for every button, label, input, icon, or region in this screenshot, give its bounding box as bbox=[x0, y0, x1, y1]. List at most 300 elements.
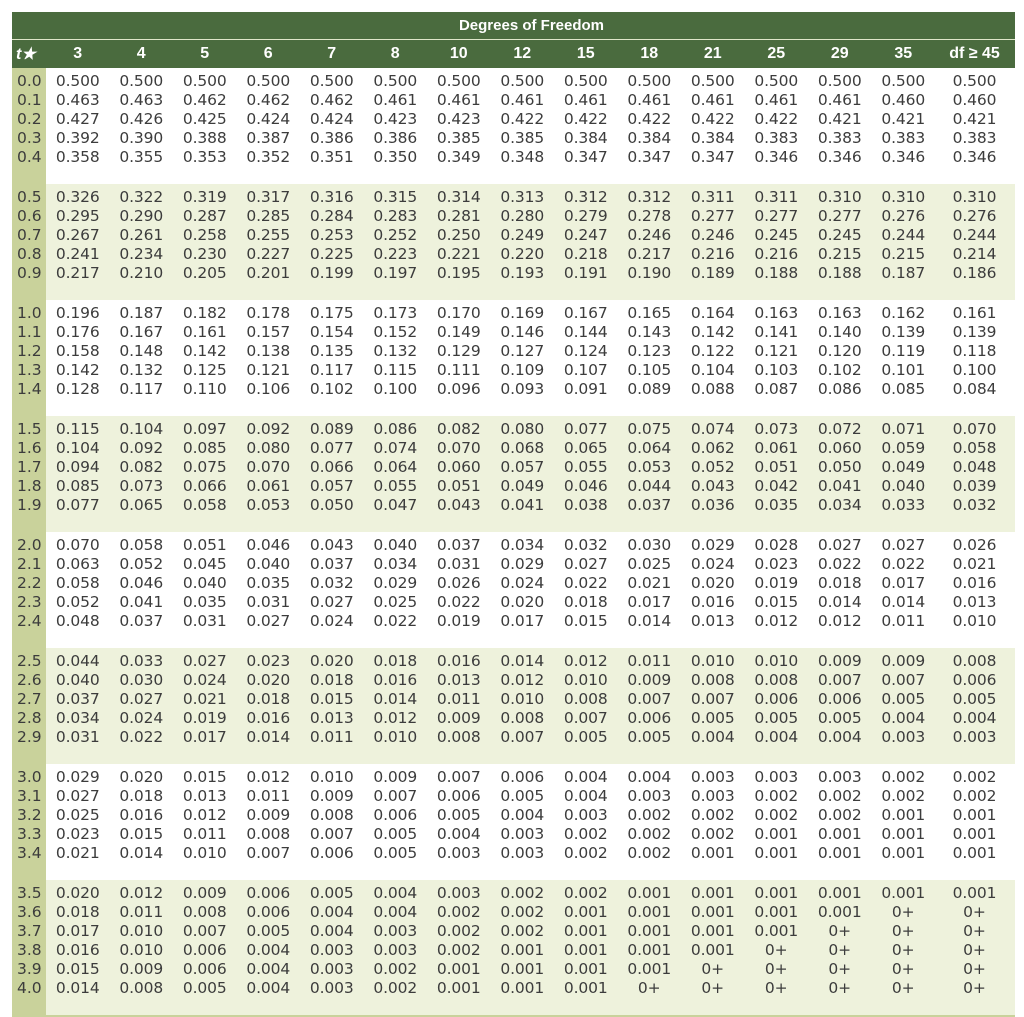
p-value-cell: 0+ bbox=[963, 960, 986, 978]
p-value-cell: 0.010 bbox=[119, 922, 164, 940]
p-value-cell: 0.001 bbox=[563, 960, 608, 978]
p-value-cell: 0.024 bbox=[309, 612, 354, 630]
p-value-cell: 0.012 bbox=[182, 806, 227, 824]
t-value: 1.8 bbox=[17, 477, 42, 495]
p-value-cell: 0.186 bbox=[952, 264, 997, 282]
p-value-cell: 0.004 bbox=[246, 960, 291, 978]
p-value-cell: 0.002 bbox=[817, 806, 862, 824]
p-value-cell: 0.031 bbox=[436, 555, 481, 573]
p-value-cell: 0.082 bbox=[436, 420, 481, 438]
values-column-group bbox=[46, 184, 1015, 300]
p-value-cell: 0.162 bbox=[881, 304, 926, 322]
p-value-cell: 0.068 bbox=[500, 439, 545, 457]
p-value-cell: 0.077 bbox=[55, 496, 100, 514]
p-value-cell: 0.003 bbox=[563, 806, 608, 824]
table-row bbox=[46, 264, 1015, 283]
p-value-cell: 0.141 bbox=[754, 323, 799, 341]
p-value-cell: 0.006 bbox=[436, 787, 481, 805]
p-value-cell: 0.094 bbox=[55, 458, 100, 476]
p-value-cell: 0.025 bbox=[627, 555, 672, 573]
p-value-cell: 0.120 bbox=[817, 342, 862, 360]
table-row bbox=[46, 979, 1015, 998]
p-value-cell: 0.241 bbox=[55, 245, 100, 263]
p-value-cell: 0+ bbox=[891, 903, 915, 921]
p-value-cell: 0.085 bbox=[182, 439, 227, 457]
p-value-cell: 0.461 bbox=[500, 91, 545, 109]
table-row bbox=[46, 245, 1015, 264]
p-value-cell: 0.075 bbox=[182, 458, 227, 476]
p-value-cell: 0.041 bbox=[119, 593, 164, 611]
p-value-cell: 0.500 bbox=[500, 72, 545, 90]
p-value-cell: 0.080 bbox=[246, 439, 291, 457]
p-value-cell: 0.121 bbox=[754, 342, 799, 360]
t-value-column bbox=[12, 300, 46, 416]
p-value-cell: 0.008 bbox=[182, 903, 227, 921]
p-value-cell: 0.051 bbox=[754, 458, 799, 476]
p-value-cell: 0.311 bbox=[754, 188, 799, 206]
p-value-cell: 0.077 bbox=[309, 439, 354, 457]
p-value-cell: 0.002 bbox=[436, 903, 481, 921]
p-value-cell: 0.424 bbox=[309, 110, 354, 128]
p-value-cell: 0.033 bbox=[881, 496, 926, 514]
p-value-cell: 0.142 bbox=[55, 361, 100, 379]
row-block bbox=[12, 764, 1015, 880]
p-value-cell: 0.104 bbox=[55, 439, 100, 457]
p-value-cell: 0.014 bbox=[119, 844, 164, 862]
p-value-cell: 0.016 bbox=[373, 671, 418, 689]
p-value-cell: 0.052 bbox=[690, 458, 735, 476]
df-header: 10 bbox=[449, 45, 468, 62]
p-value-cell: 0.008 bbox=[563, 690, 608, 708]
p-value-cell: 0.290 bbox=[119, 207, 164, 225]
p-value-cell: 0.001 bbox=[563, 903, 608, 921]
p-value-cell: 0.015 bbox=[309, 690, 354, 708]
p-value-cell: 0.040 bbox=[246, 555, 291, 573]
t-value: 2.8 bbox=[17, 709, 42, 727]
p-value-cell: 0.004 bbox=[500, 806, 545, 824]
table-row bbox=[46, 420, 1015, 439]
p-value-cell: 0.019 bbox=[182, 709, 227, 727]
p-value-cell: 0.043 bbox=[436, 496, 481, 514]
p-value-cell: 0.148 bbox=[119, 342, 164, 360]
p-value-cell: 0.011 bbox=[881, 612, 926, 630]
p-value-cell: 0.086 bbox=[817, 380, 862, 398]
table-row bbox=[46, 110, 1015, 129]
p-value-cell: 0.048 bbox=[952, 458, 997, 476]
p-value-cell: 0.030 bbox=[119, 671, 164, 689]
values-column-group bbox=[46, 68, 1015, 184]
p-value-cell: 0.003 bbox=[309, 941, 354, 959]
p-value-cell: 0.015 bbox=[754, 593, 799, 611]
p-value-cell: 0.019 bbox=[754, 574, 799, 592]
p-value-cell: 0.002 bbox=[563, 825, 608, 843]
p-value-cell: 0.092 bbox=[246, 420, 291, 438]
table-row bbox=[46, 593, 1015, 612]
p-value-cell: 0.346 bbox=[817, 148, 862, 166]
p-value-cell: 0.004 bbox=[563, 768, 608, 786]
p-value-cell: 0.034 bbox=[55, 709, 100, 727]
p-value-cell: 0.023 bbox=[246, 652, 291, 670]
p-value-cell: 0.050 bbox=[309, 496, 354, 514]
p-value-cell: 0.004 bbox=[309, 903, 354, 921]
p-value-cell: 0.140 bbox=[817, 323, 862, 341]
p-value-cell: 0.461 bbox=[563, 91, 608, 109]
t-value-column bbox=[12, 880, 46, 1015]
p-value-cell: 0.007 bbox=[373, 787, 418, 805]
p-value-cell: 0.139 bbox=[881, 323, 926, 341]
p-value-cell: 0+ bbox=[891, 979, 915, 997]
t-value-column bbox=[12, 416, 46, 532]
p-value-cell: 0.014 bbox=[500, 652, 545, 670]
table-body bbox=[12, 68, 1015, 1015]
p-value-cell: 0.358 bbox=[55, 148, 100, 166]
p-value-cell: 0.001 bbox=[563, 941, 608, 959]
p-value-cell: 0.143 bbox=[627, 323, 672, 341]
p-value-cell: 0.022 bbox=[436, 593, 481, 611]
p-value-cell: 0.015 bbox=[55, 960, 100, 978]
p-value-cell: 0.223 bbox=[373, 245, 418, 263]
p-value-cell: 0.001 bbox=[952, 844, 997, 862]
p-value-cell: 0.015 bbox=[119, 825, 164, 843]
table-row bbox=[46, 728, 1015, 747]
p-value-cell: 0.001 bbox=[500, 960, 545, 978]
p-value-cell: 0.127 bbox=[500, 342, 545, 360]
table-row bbox=[46, 555, 1015, 574]
p-value-cell: 0.004 bbox=[373, 884, 418, 902]
table-row bbox=[46, 380, 1015, 399]
p-value-cell: 0.016 bbox=[246, 709, 291, 727]
p-value-cell: 0.383 bbox=[881, 129, 926, 147]
p-value-cell: 0.322 bbox=[119, 188, 164, 206]
p-value-cell: 0.461 bbox=[690, 91, 735, 109]
p-value-cell: 0.295 bbox=[55, 207, 100, 225]
p-value-cell: 0.385 bbox=[436, 129, 481, 147]
p-value-cell: 0.111 bbox=[436, 361, 481, 379]
t-value: 2.3 bbox=[17, 593, 42, 611]
p-value-cell: 0.002 bbox=[563, 884, 608, 902]
p-value-cell: 0.008 bbox=[246, 825, 291, 843]
p-value-cell: 0.425 bbox=[182, 110, 227, 128]
p-value-cell: 0.460 bbox=[881, 91, 926, 109]
table-row bbox=[46, 129, 1015, 148]
p-value-cell: 0.210 bbox=[119, 264, 164, 282]
p-value-cell: 0.011 bbox=[436, 690, 481, 708]
p-value-cell: 0.011 bbox=[119, 903, 164, 921]
table-row bbox=[46, 844, 1015, 863]
p-value-cell: 0.287 bbox=[182, 207, 227, 225]
p-value-cell: 0.001 bbox=[690, 903, 735, 921]
df-header: df ≥ 45 bbox=[949, 45, 1000, 62]
p-value-cell: 0.007 bbox=[436, 768, 481, 786]
p-value-cell: 0.057 bbox=[500, 458, 545, 476]
p-value-cell: 0.118 bbox=[952, 342, 997, 360]
p-value-cell: 0.347 bbox=[627, 148, 672, 166]
t-value: 3.5 bbox=[17, 884, 42, 902]
p-value-cell: 0.279 bbox=[563, 207, 608, 225]
p-value-cell: 0.388 bbox=[182, 129, 227, 147]
p-value-cell: 0.010 bbox=[754, 652, 799, 670]
p-value-cell: 0.123 bbox=[627, 342, 672, 360]
p-value-cell: 0.001 bbox=[500, 941, 545, 959]
p-value-cell: 0.024 bbox=[119, 709, 164, 727]
values-column-group bbox=[46, 648, 1015, 764]
p-value-cell: 0.005 bbox=[627, 728, 672, 746]
p-value-cell: 0.138 bbox=[246, 342, 291, 360]
t-value: 3.8 bbox=[17, 941, 42, 959]
p-value-cell: 0.065 bbox=[119, 496, 164, 514]
p-value-cell: 0.002 bbox=[500, 884, 545, 902]
p-value-cell: 0.003 bbox=[952, 728, 997, 746]
p-value-cell: 0.107 bbox=[563, 361, 608, 379]
df-header: 21 bbox=[703, 45, 722, 62]
p-value-cell: 0.029 bbox=[55, 768, 100, 786]
p-value-cell: 0.061 bbox=[246, 477, 291, 495]
p-value-cell: 0.178 bbox=[246, 304, 291, 322]
p-value-cell: 0.053 bbox=[627, 458, 672, 476]
table-row bbox=[46, 960, 1015, 979]
p-value-cell: 0.245 bbox=[754, 226, 799, 244]
p-value-cell: 0.392 bbox=[55, 129, 100, 147]
p-value-cell: 0.012 bbox=[500, 671, 545, 689]
p-value-cell: 0.326 bbox=[55, 188, 100, 206]
p-value-cell: 0.104 bbox=[690, 361, 735, 379]
p-value-cell: 0.071 bbox=[881, 420, 926, 438]
p-value-cell: 0.060 bbox=[436, 458, 481, 476]
p-value-cell: 0.461 bbox=[436, 91, 481, 109]
p-value-cell: 0.002 bbox=[627, 825, 672, 843]
p-value-cell: 0.003 bbox=[373, 941, 418, 959]
p-value-cell: 0+ bbox=[764, 960, 788, 978]
p-value-cell: 0+ bbox=[963, 922, 986, 940]
p-value-cell: 0.500 bbox=[627, 72, 672, 90]
p-value-cell: 0.017 bbox=[55, 922, 100, 940]
p-value-cell: 0.096 bbox=[436, 380, 481, 398]
p-value-cell: 0.032 bbox=[309, 574, 354, 592]
p-value-cell: 0.176 bbox=[55, 323, 100, 341]
p-value-cell: 0.149 bbox=[436, 323, 481, 341]
p-value-cell: 0.002 bbox=[627, 844, 672, 862]
p-value-cell: 0.070 bbox=[55, 536, 100, 554]
p-value-cell: 0.089 bbox=[309, 420, 354, 438]
p-value-cell: 0.276 bbox=[952, 207, 997, 225]
p-value-cell: 0.421 bbox=[952, 110, 997, 128]
p-value-cell: 0.062 bbox=[690, 439, 735, 457]
p-value-cell: 0.390 bbox=[119, 129, 164, 147]
p-value-cell: 0.001 bbox=[881, 884, 926, 902]
p-value-cell: 0.187 bbox=[119, 304, 164, 322]
p-value-cell: 0.310 bbox=[952, 188, 997, 206]
p-value-cell: 0.029 bbox=[500, 555, 545, 573]
p-value-cell: 0.142 bbox=[182, 342, 227, 360]
p-value-cell: 0.004 bbox=[246, 979, 291, 997]
p-value-cell: 0.002 bbox=[881, 787, 926, 805]
p-value-cell: 0.002 bbox=[500, 903, 545, 921]
df-header: 29 bbox=[830, 45, 849, 62]
p-value-cell: 0.037 bbox=[119, 612, 164, 630]
table-row bbox=[46, 91, 1015, 110]
p-value-cell: 0.006 bbox=[817, 690, 862, 708]
table-row bbox=[46, 787, 1015, 806]
df-header: 8 bbox=[390, 45, 400, 62]
p-value-cell: 0.010 bbox=[500, 690, 545, 708]
p-value-cell: 0.055 bbox=[373, 477, 418, 495]
p-value-cell: 0.020 bbox=[690, 574, 735, 592]
p-value-cell: 0.128 bbox=[55, 380, 100, 398]
p-value-cell: 0.043 bbox=[309, 536, 354, 554]
p-value-cell: 0.250 bbox=[436, 226, 481, 244]
t-value: 1.3 bbox=[17, 361, 42, 379]
p-value-cell: 0.014 bbox=[881, 593, 926, 611]
p-value-cell: 0.352 bbox=[246, 148, 291, 166]
p-value-cell: 0.312 bbox=[563, 188, 608, 206]
p-value-cell: 0.057 bbox=[309, 477, 354, 495]
p-value-cell: 0.020 bbox=[309, 652, 354, 670]
p-value-cell: 0.009 bbox=[182, 884, 227, 902]
p-value-cell: 0.500 bbox=[881, 72, 926, 90]
p-value-cell: 0.215 bbox=[817, 245, 862, 263]
p-value-cell: 0.383 bbox=[754, 129, 799, 147]
p-value-cell: 0.001 bbox=[563, 979, 608, 997]
p-value-cell: 0.022 bbox=[881, 555, 926, 573]
p-value-cell: 0.055 bbox=[563, 458, 608, 476]
p-value-cell: 0.011 bbox=[246, 787, 291, 805]
p-value-cell: 0.351 bbox=[309, 148, 354, 166]
df-header: 4 bbox=[136, 45, 146, 62]
p-value-cell: 0.001 bbox=[690, 922, 735, 940]
p-value-cell: 0.216 bbox=[754, 245, 799, 263]
p-value-cell: 0.021 bbox=[627, 574, 672, 592]
p-value-cell: 0.004 bbox=[627, 768, 672, 786]
t-value: 1.4 bbox=[17, 380, 42, 398]
p-value-cell: 0.034 bbox=[500, 536, 545, 554]
p-value-cell: 0.170 bbox=[436, 304, 481, 322]
p-value-cell: 0.014 bbox=[817, 593, 862, 611]
t-distribution-table bbox=[12, 12, 1015, 1017]
p-value-cell: 0.384 bbox=[563, 129, 608, 147]
p-value-cell: 0.006 bbox=[952, 671, 997, 689]
p-value-cell: 0.017 bbox=[500, 612, 545, 630]
t-value: 0.2 bbox=[17, 110, 42, 128]
p-value-cell: 0.028 bbox=[754, 536, 799, 554]
p-value-cell: 0.101 bbox=[881, 361, 926, 379]
row-block bbox=[12, 68, 1015, 184]
p-value-cell: 0.008 bbox=[119, 979, 164, 997]
t-value: 0.5 bbox=[17, 188, 42, 206]
p-value-cell: 0.032 bbox=[563, 536, 608, 554]
p-value-cell: 0.040 bbox=[182, 574, 227, 592]
p-value-cell: 0.189 bbox=[690, 264, 735, 282]
t-value: 1.9 bbox=[17, 496, 42, 514]
p-value-cell: 0.246 bbox=[690, 226, 735, 244]
p-value-cell: 0.217 bbox=[627, 245, 672, 263]
df-header: 6 bbox=[263, 45, 273, 62]
p-value-cell: 0.012 bbox=[373, 709, 418, 727]
t-value: 1.6 bbox=[17, 439, 42, 457]
t-value: 0.4 bbox=[17, 148, 42, 166]
p-value-cell: 0.129 bbox=[436, 342, 481, 360]
p-value-cell: 0.347 bbox=[690, 148, 735, 166]
p-value-cell: 0.157 bbox=[246, 323, 291, 341]
p-value-cell: 0.036 bbox=[690, 496, 735, 514]
p-value-cell: 0.066 bbox=[309, 458, 354, 476]
p-value-cell: 0.422 bbox=[627, 110, 672, 128]
p-value-cell: 0.010 bbox=[373, 728, 418, 746]
p-value-cell: 0.044 bbox=[55, 652, 100, 670]
p-value-cell: 0.058 bbox=[952, 439, 997, 457]
p-value-cell: 0.008 bbox=[309, 806, 354, 824]
p-value-cell: 0.018 bbox=[309, 671, 354, 689]
p-value-cell: 0.117 bbox=[119, 380, 164, 398]
p-value-cell: 0.281 bbox=[436, 207, 481, 225]
p-value-cell: 0.313 bbox=[500, 188, 545, 206]
p-value-cell: 0.188 bbox=[817, 264, 862, 282]
p-value-cell: 0.315 bbox=[373, 188, 418, 206]
p-value-cell: 0.002 bbox=[690, 806, 735, 824]
p-value-cell: 0.024 bbox=[690, 555, 735, 573]
p-value-cell: 0.020 bbox=[119, 768, 164, 786]
p-value-cell: 0.001 bbox=[754, 884, 799, 902]
p-value-cell: 0.346 bbox=[952, 148, 997, 166]
p-value-cell: 0.234 bbox=[119, 245, 164, 263]
p-value-cell: 0.205 bbox=[182, 264, 227, 282]
p-value-cell: 0.463 bbox=[55, 91, 100, 109]
p-value-cell: 0.035 bbox=[182, 593, 227, 611]
p-value-cell: 0.001 bbox=[817, 825, 862, 843]
p-value-cell: 0.018 bbox=[119, 787, 164, 805]
df-header: 12 bbox=[513, 45, 532, 62]
p-value-cell: 0.023 bbox=[55, 825, 100, 843]
p-value-cell: 0.003 bbox=[373, 922, 418, 940]
p-value-cell: 0.010 bbox=[309, 768, 354, 786]
p-value-cell: 0.013 bbox=[952, 593, 997, 611]
p-value-cell: 0.312 bbox=[627, 188, 672, 206]
p-value-cell: 0.427 bbox=[55, 110, 100, 128]
p-value-cell: 0.009 bbox=[246, 806, 291, 824]
p-value-cell: 0+ bbox=[764, 979, 788, 997]
p-value-cell: 0.190 bbox=[627, 264, 672, 282]
t-value: 2.9 bbox=[17, 728, 42, 746]
p-value-cell: 0.278 bbox=[627, 207, 672, 225]
p-value-cell: 0.020 bbox=[246, 671, 291, 689]
t-value: 1.1 bbox=[17, 323, 42, 341]
t-value: 0.6 bbox=[17, 207, 42, 225]
p-value-cell: 0.006 bbox=[246, 903, 291, 921]
p-value-cell: 0.051 bbox=[182, 536, 227, 554]
p-value-cell: 0.164 bbox=[690, 304, 735, 322]
p-value-cell: 0.018 bbox=[563, 593, 608, 611]
p-value-cell: 0.348 bbox=[500, 148, 545, 166]
p-value-cell: 0.007 bbox=[627, 690, 672, 708]
p-value-cell: 0.011 bbox=[309, 728, 354, 746]
table-row bbox=[46, 207, 1015, 226]
p-value-cell: 0.158 bbox=[55, 342, 100, 360]
p-value-cell: 0+ bbox=[764, 941, 788, 959]
t-value: 2.2 bbox=[17, 574, 42, 592]
t-value: 3.0 bbox=[17, 768, 42, 786]
row-block bbox=[12, 532, 1015, 648]
table-row bbox=[46, 884, 1015, 903]
p-value-cell: 0.500 bbox=[754, 72, 799, 90]
p-value-cell: 0.258 bbox=[182, 226, 227, 244]
p-value-cell: 0.008 bbox=[436, 728, 481, 746]
p-value-cell: 0.031 bbox=[246, 593, 291, 611]
t-value: 0.1 bbox=[17, 91, 42, 109]
p-value-cell: 0.065 bbox=[563, 439, 608, 457]
p-value-cell: 0.017 bbox=[627, 593, 672, 611]
p-value-cell: 0.006 bbox=[627, 709, 672, 727]
table-row bbox=[46, 941, 1015, 960]
p-value-cell: 0.005 bbox=[182, 979, 227, 997]
